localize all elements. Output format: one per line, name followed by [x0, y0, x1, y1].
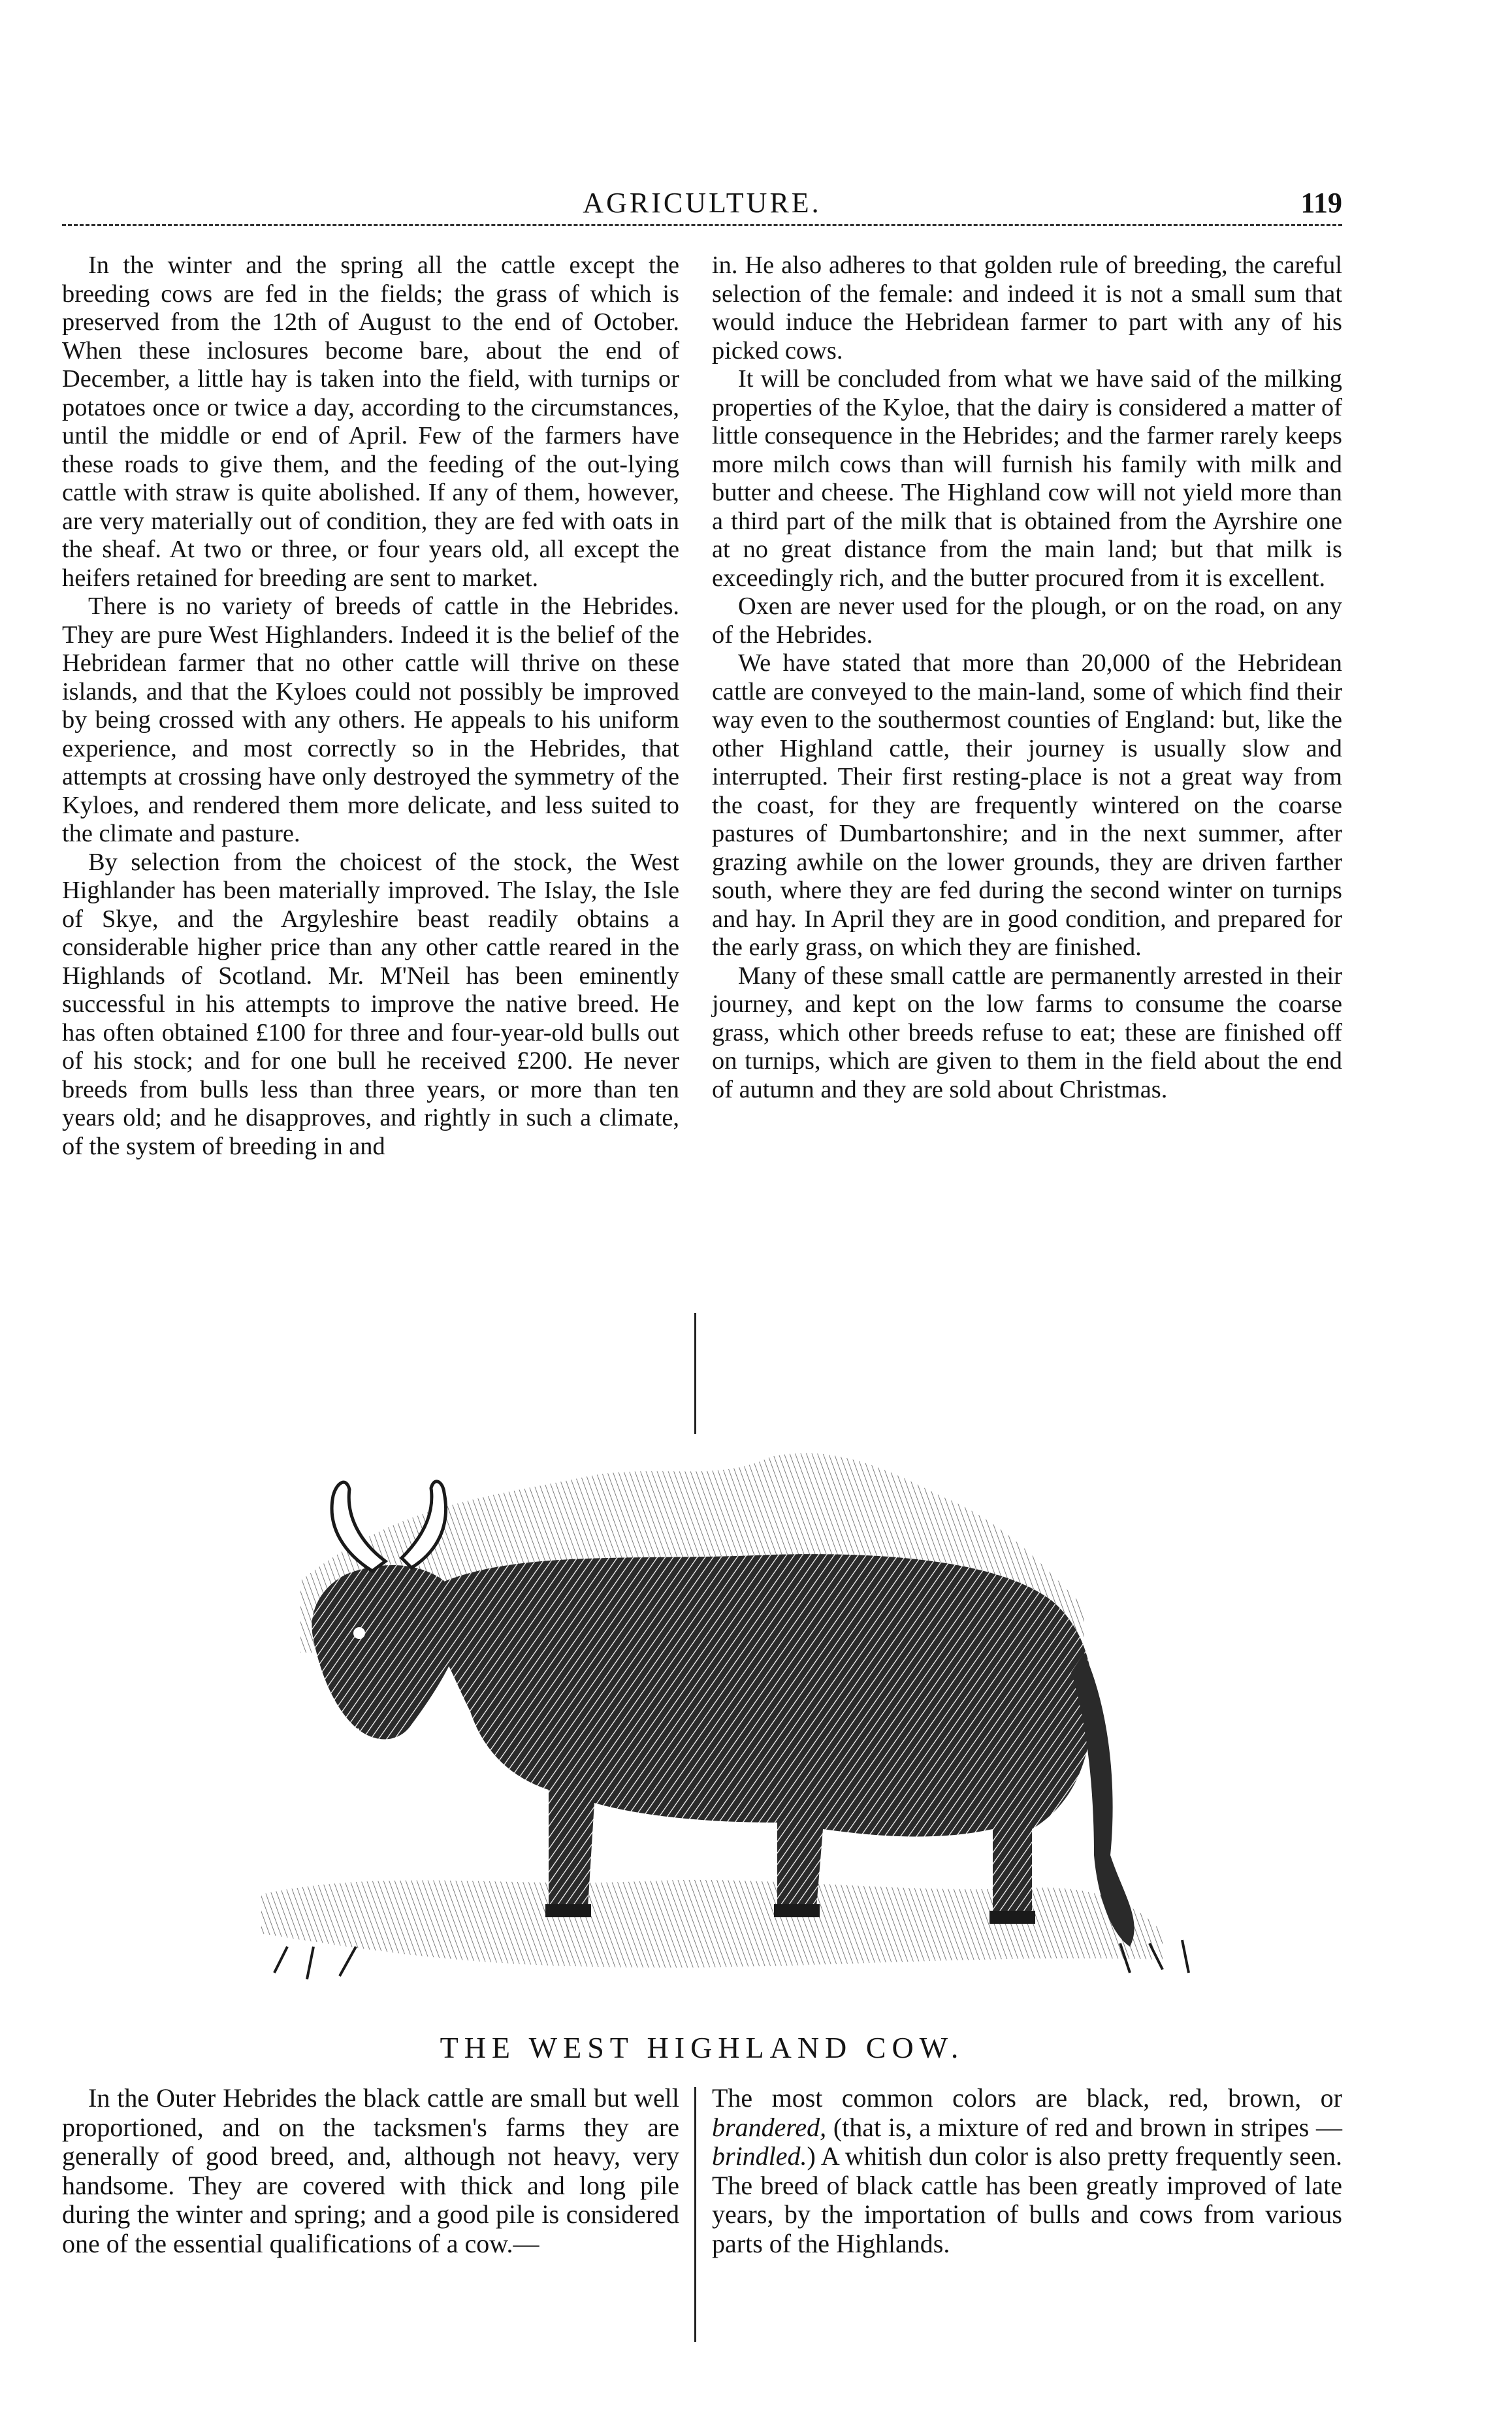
italic-term: brandered, [712, 2112, 827, 2142]
figure-caption: THE WEST HIGHLAND COW. [440, 2031, 965, 2064]
bottom-left-column [62, 2084, 679, 2352]
west-highland-cow-engraving-icon [183, 1437, 1326, 2025]
paragraph [712, 2084, 1342, 2258]
paragraph: In the Outer Hebrides the black cattle are small but well proportioned, and on the tacksmen's farms they are generally of good breed, and, although not heavy, very handsome. They are covered with thick and long pile during the winter and spring; and a good pile is considered one of the essential qualifications of a cow.— [62, 2083, 679, 2258]
text-run: (that is, a mixture of red and brown in stripes — [826, 2112, 1342, 2142]
paragraph: In the winter and the spring all the cattle except the breeding cows are fed in the fields; the grass of which is preserved from the 12th of August to the end of October. When these inclosures become bare, about the end of December, a little hay is taken into the field, with turnips or potatoes once or twice a day, according to the circumstances, until the middle or end of April. Few of the farmers have these roads to give them, and the feeding of the out-lying cattle with straw is quite abolished. If any of them, however, are very materially out of condition, they are fed with oats in the sheaf. At two or three, or four years old, all except the heifers retained for breeding are sent to market. [62, 251, 679, 592]
running-head: AGRICULTURE. [583, 187, 822, 219]
paragraph: in. He also adheres to that golden rule of breeding, the careful selection of the female: and indeed it is not a small sum that would induce the Hebridean farmer to part with any of his picked cows. [712, 251, 1342, 365]
paragraph: By selection from the choicest of the stock, the West Highlander has been materially improved. The Islay, the Isle of Skye, and the Argyleshire beast readily obtains a considerable higher price than any other cattle reared in the Highlands of Scotland. Mr. M'Neil has been eminently successful in his attempts to improve the native breed. He has often obtained £100 for three and four-year-old bulls out of his stock; and for one bull he received £200. He never breeds from bulls less than three years, or more than ten years old; and he disapproves, and rightly in such a climate, of the system of breeding in and [62, 848, 679, 1160]
header-rule [62, 224, 1342, 226]
italic-term: brindled. [712, 2141, 807, 2171]
column-divider [694, 2087, 696, 2342]
top-left-column [62, 251, 679, 1434]
paragraph: Many of these small cattle are permanently arrested in their journey, and kept on the low farms to consume the coarse grass, which other breeds refuse to eat; these are finished off on turnips, which are given to them in the field about the end of autumn and they are sold about Christmas. [712, 962, 1342, 1103]
paragraph: It will be concluded from what we have said of the milking properties of the Kyloe, that the dairy is considered a matter of little consequence in the Hebrides; and the farmer rarely keeps more milch cows than will furnish his family with milk and butter and cheese. The Highland cow will not yield more than a third part of the milk that is obtained from the Ayrshire one at no great distance from the main land; but that milk is exceedingly rich, and the butter procured from it is excellent. [712, 365, 1342, 592]
bottom-right-column [712, 2084, 1342, 2352]
text-run: ) A whitish dun color is also pretty frequently seen. The breed of black cattle has been greatly improved of late years, by the importation of bulls and cows from various parts of the Highlands. [712, 2141, 1342, 2258]
page-number: 119 [1300, 187, 1342, 219]
column-divider [694, 1313, 696, 1434]
paragraph: There is no variety of breeds of cattle in the Hebrides. They are pure West Highlanders. Indeed it is the belief of the Hebridean farmer that no other cattle will thrive on these islands, and that the Kyloes could not possibly be improved by being crossed with any others. He appeals to his uniform experience, and most correctly so in the Hebrides, that attempts at crossing have only destroyed the symmetry of the Kyloes, and rendered them more delicate, and less suited to the climate and pasture. [62, 592, 679, 847]
paragraph: Oxen are never used for the plough, or on the road, on any of the Hebrides. [712, 592, 1342, 649]
text-run: The most common colors are black, red, brown, or [712, 2083, 1342, 2113]
paragraph: We have stated that more than 20,000 of the Hebridean cattle are conveyed to the main-land, some of which find their way even to the southermost counties of England: but, like the other Highland cattle, their journey is usually slow and interrupted. Their first resting-place is not a great way from the coast, for they are frequently wintered on the coarse pastures of Dumbartonshire; and in the next summer, after grazing awhile on the lower grounds, they are driven farther south, where they are fed during the second winter on turnips and hay. In April they are in good condition, and prepared for the early grass, on which they are finished. [712, 649, 1342, 961]
top-right-column [712, 251, 1342, 1434]
page-header [62, 186, 1342, 225]
